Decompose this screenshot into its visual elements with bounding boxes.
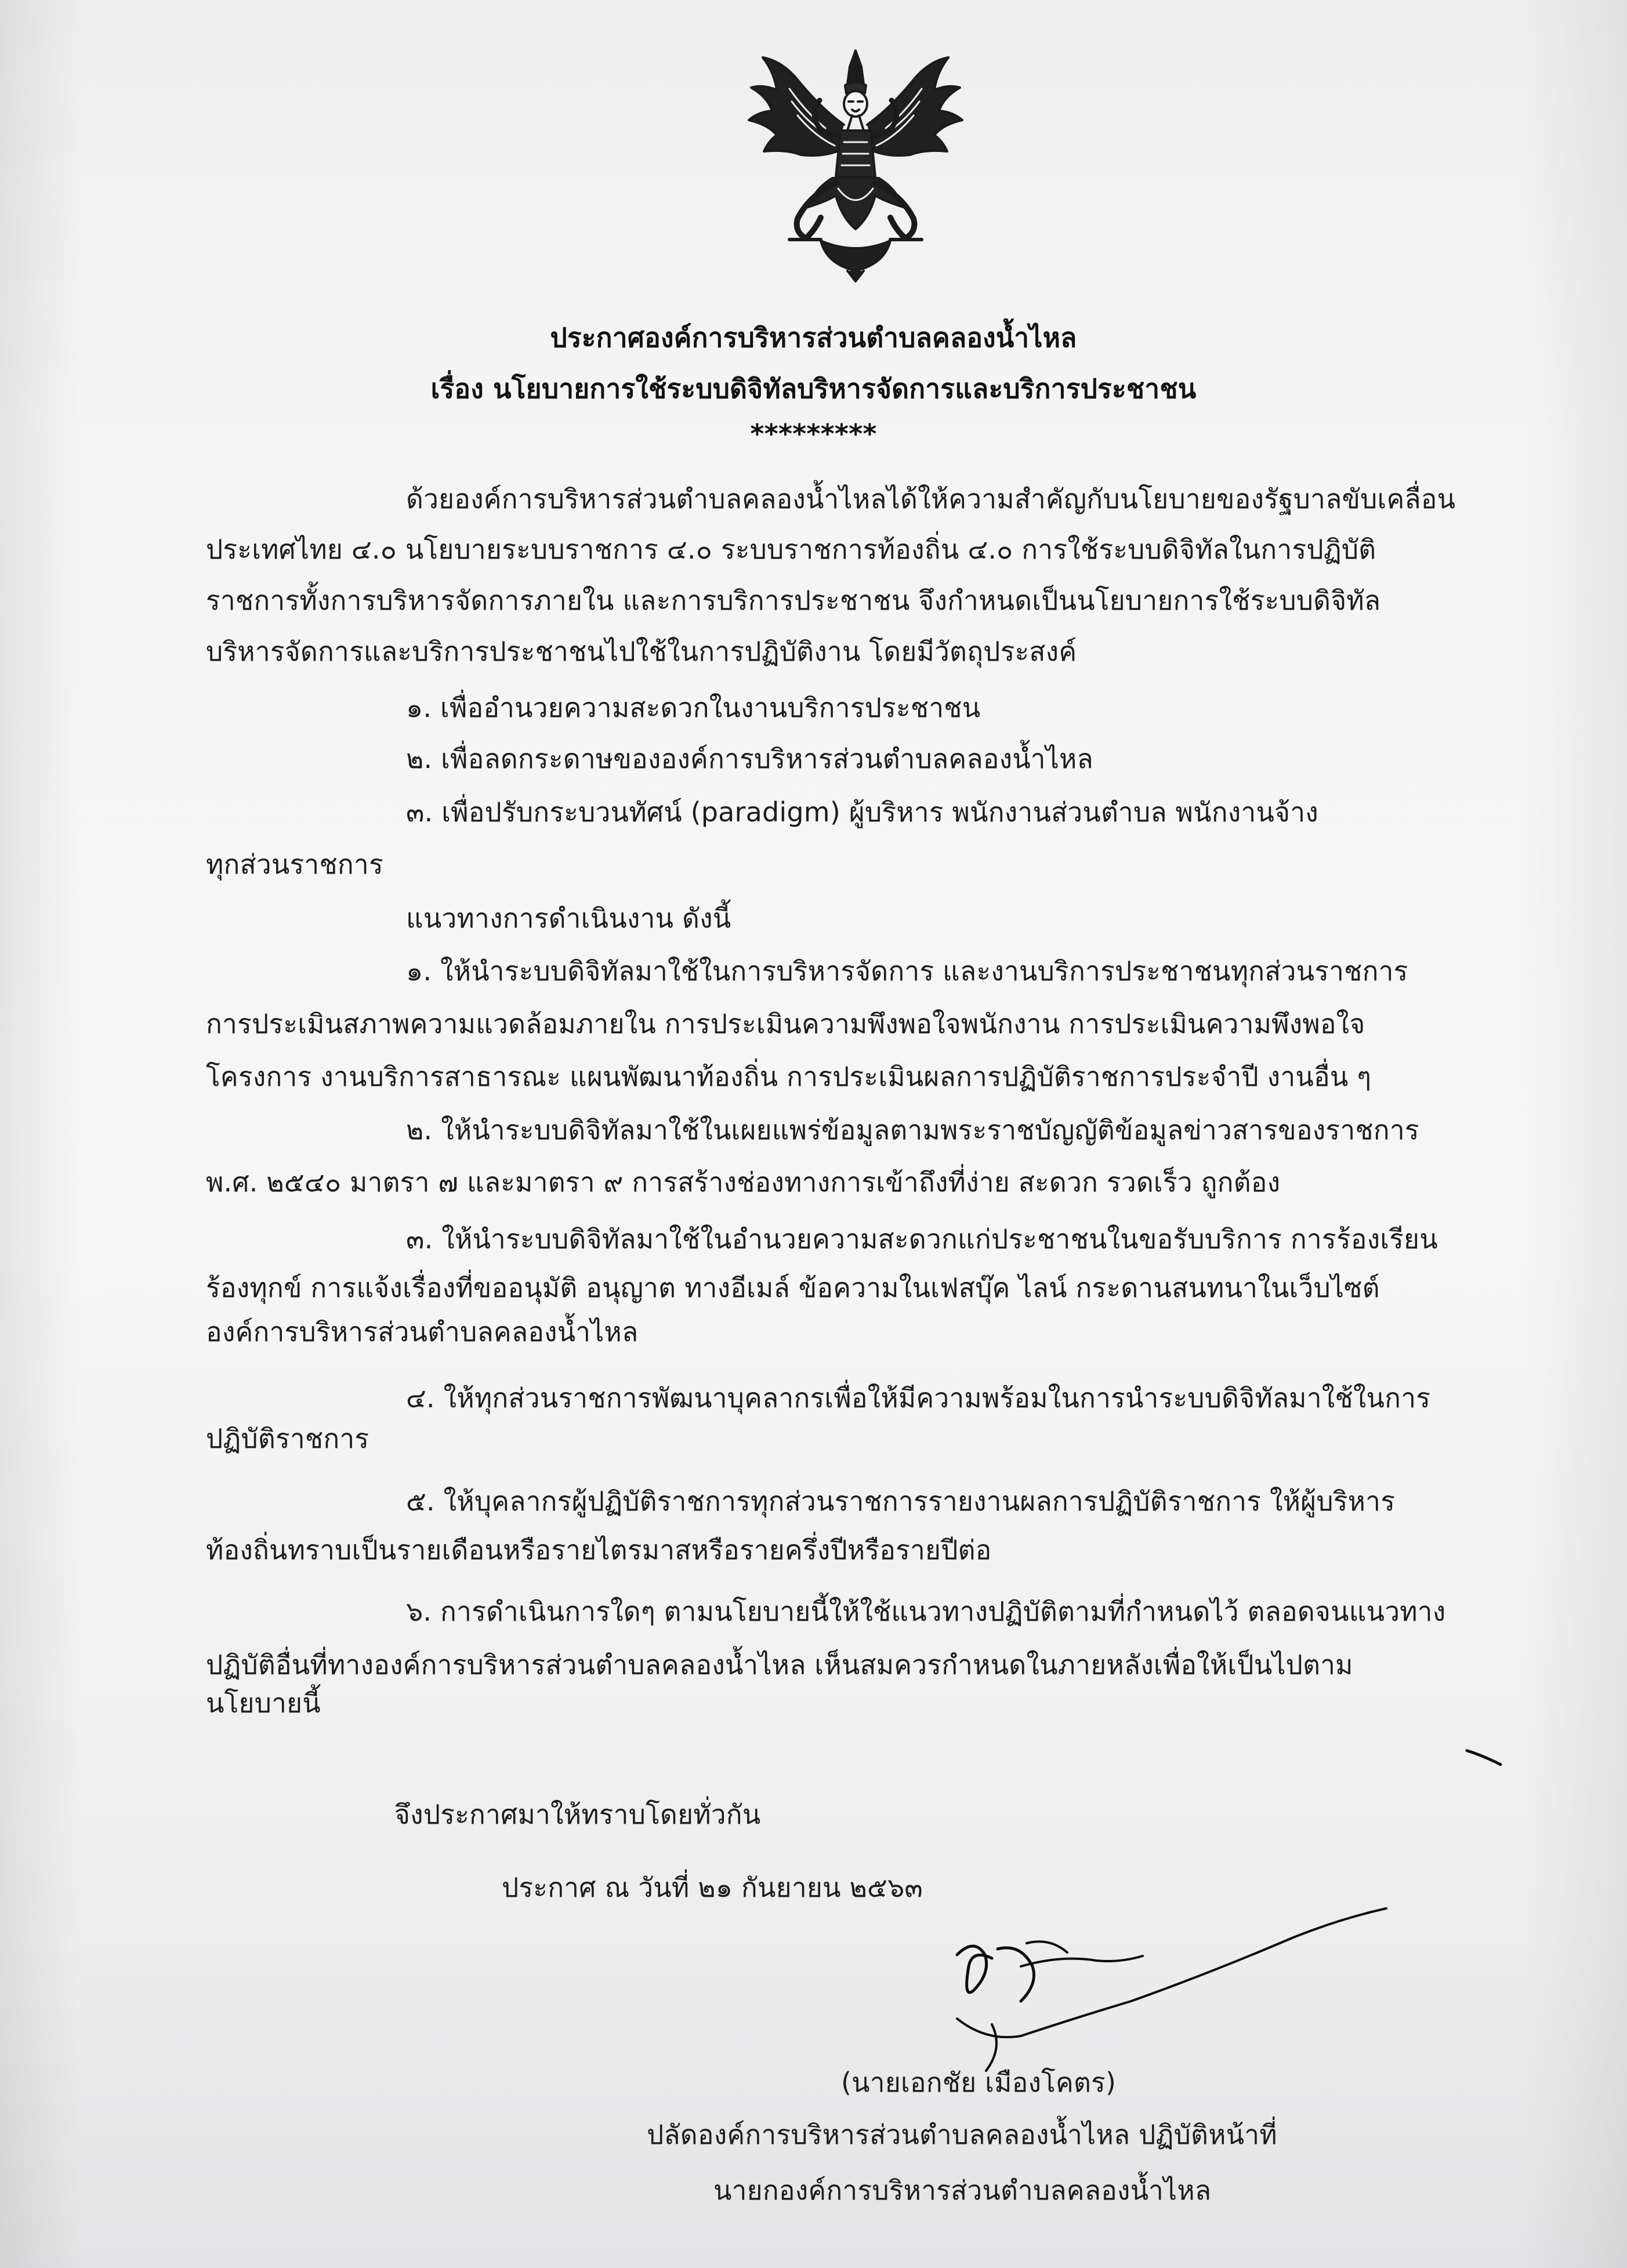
announcement-date: ประกาศ ณ วันที่ ๒๑ กันยายน ๒๕๖๓ [502,1872,923,1903]
guideline-line: ปฏิบัติราชการ [206,1423,369,1454]
intro-line: บริหารจัดการและบริการประชาชนไปใช้ในการปฏิบัติงาน โดยมีวัตถุประสงค์ [206,636,1077,667]
objective-item-continued: ทุกส่วนราชการ [206,849,383,880]
guideline-line: ปฏิบัติอื่นที่ทางองค์การบริหารส่วนตำบลคลองน้ำไหล เห็นสมควรกำหนดในภายหลังเพื่อให้เป็นไปตาม [206,1649,1353,1680]
guideline-line: ๔. ให้ทุกส่วนราชการพัฒนาบุคลากรเพื่อให้มีความพร้อมในการนำระบบดิจิทัลมาใช้ในการ [406,1382,1431,1414]
pen-mark [1465,1745,1505,1768]
guideline-line: ๕. ให้บุคลากรผู้ปฏิบัติราชการทุกส่วนราชการรายงานผลการปฏิบัติราชการ ให้ผู้บริหาร [406,1486,1396,1517]
closing-notice: จึงประกาศมาให้ทราบโดยทั่วกัน [394,1799,761,1830]
objective-item: ๑. เพื่ออำนวยความสะดวกในงานบริการประชาชน [406,692,981,723]
guideline-line: ๑. ให้นำระบบดิจิทัลมาใช้ในการบริหารจัดการ และงานบริการประชาชนทุกส่วนราชการ [406,955,1408,987]
intro-line: ประเทศไทย ๔.๐ นโยบายระบบราชการ ๔.๐ ระบบราชการท้องถิ่น ๔.๐ การใช้ระบบดิจิทัลในการปฏิบัติ [206,534,1376,565]
announcement-subject: เรื่อง นโยบายการใช้ระบบดิจิทัลบริหารจัดการและบริการประชาชน [430,373,1197,404]
guideline-line: ร้องทุกข์ การแจ้งเรื่องที่ขออนุมัติ อนุญาต ทางอีเมล์ ข้อความในเฟสบุ๊ค ไลน์ กระดานสนทนาในเว็บไซต์ [206,1272,1380,1303]
guideline-line: ๖. การดำเนินการใดๆ ตามนโยบายนี้ให้ใช้แนวทางปฏิบัติตามที่กำหนดไว้ ตลอดจนแนวทาง [406,1596,1446,1627]
objective-item: ๓. เพื่อปรับกระบวนทัศน์ (paradigm) ผู้บริหาร พนักงานส่วนตำบล พนักงานจ้าง [406,796,1318,828]
signatory-position: นายกองค์การบริหารส่วนตำบลคลองน้ำไหล [713,2175,1212,2206]
guideline-line: นโยบายนี้ [206,1687,321,1719]
guideline-line: องค์การบริหารส่วนตำบลคลองน้ำไหล [206,1316,639,1347]
guideline-line: พ.ศ. ๒๕๔๐ มาตรา ๗ และมาตรา ๙ การสร้างช่องทางการเข้าถึงที่ง่าย สะดวก รวดเร็ว ถูกต้อง [206,1166,1281,1198]
guideline-line: โครงการ งานบริการสาธารณะ แผนพัฒนาท้องถิ่น การประเมินผลการปฏิบัติราชการประจำปี งานอื่น ๆ [206,1061,1372,1092]
intro-line: ด้วยองค์การบริหารส่วนตำบลคลองน้ำไหลได้ให้ความสำคัญกับนโยบายของรัฐบาลขับเคลื่อน [406,483,1456,515]
title-separator: ********* [750,418,877,450]
guidelines-heading: แนวทางการดำเนินงาน ดังนี้ [406,903,731,934]
guideline-line: ท้องถิ่นทราบเป็นรายเดือนหรือรายไตรมาสหรือรายครึ่งปีหรือรายปีต่อ [206,1534,992,1566]
garuda-emblem-icon [734,44,977,287]
guideline-line: การประเมินสภาพความแวดล้อมภายใน การประเมินความพึงพอใจพนักงาน การประเมินความพึงพอใจ [206,1008,1365,1039]
intro-line: ราชการทั้งการบริหารจัดการภายใน และการบริการประชาชน จึงกำหนดเป็นนโยบายการใช้ระบบดิจิทัล [206,585,1381,616]
guideline-line: ๒. ให้นำระบบดิจิทัลมาใช้ในเผยแพร่ข้อมูลตามพระราชบัญญัติข้อมูลข่าวสารของราชการ [406,1114,1419,1146]
signatory-name: (นายเอกชัย เมืองโคตร) [841,2067,1117,2098]
guideline-line: ๓. ให้นำระบบดิจิทัลมาใช้ในอำนวยความสะดวกแก่ประชาชนในขอรับบริการ การร้องเรียน [406,1223,1438,1255]
announcement-title: ประกาศองค์การบริหารส่วนตำบลคลองน้ำไหล [550,322,1077,353]
signatory-position: ปลัดองค์การบริหารส่วนตำบลคลองน้ำไหล ปฏิบัติหน้าที่ [647,2119,1277,2150]
objective-item: ๒. เพื่อลดกระดาษขององค์การบริหารส่วนตำบลคลองน้ำไหล [406,743,1093,774]
